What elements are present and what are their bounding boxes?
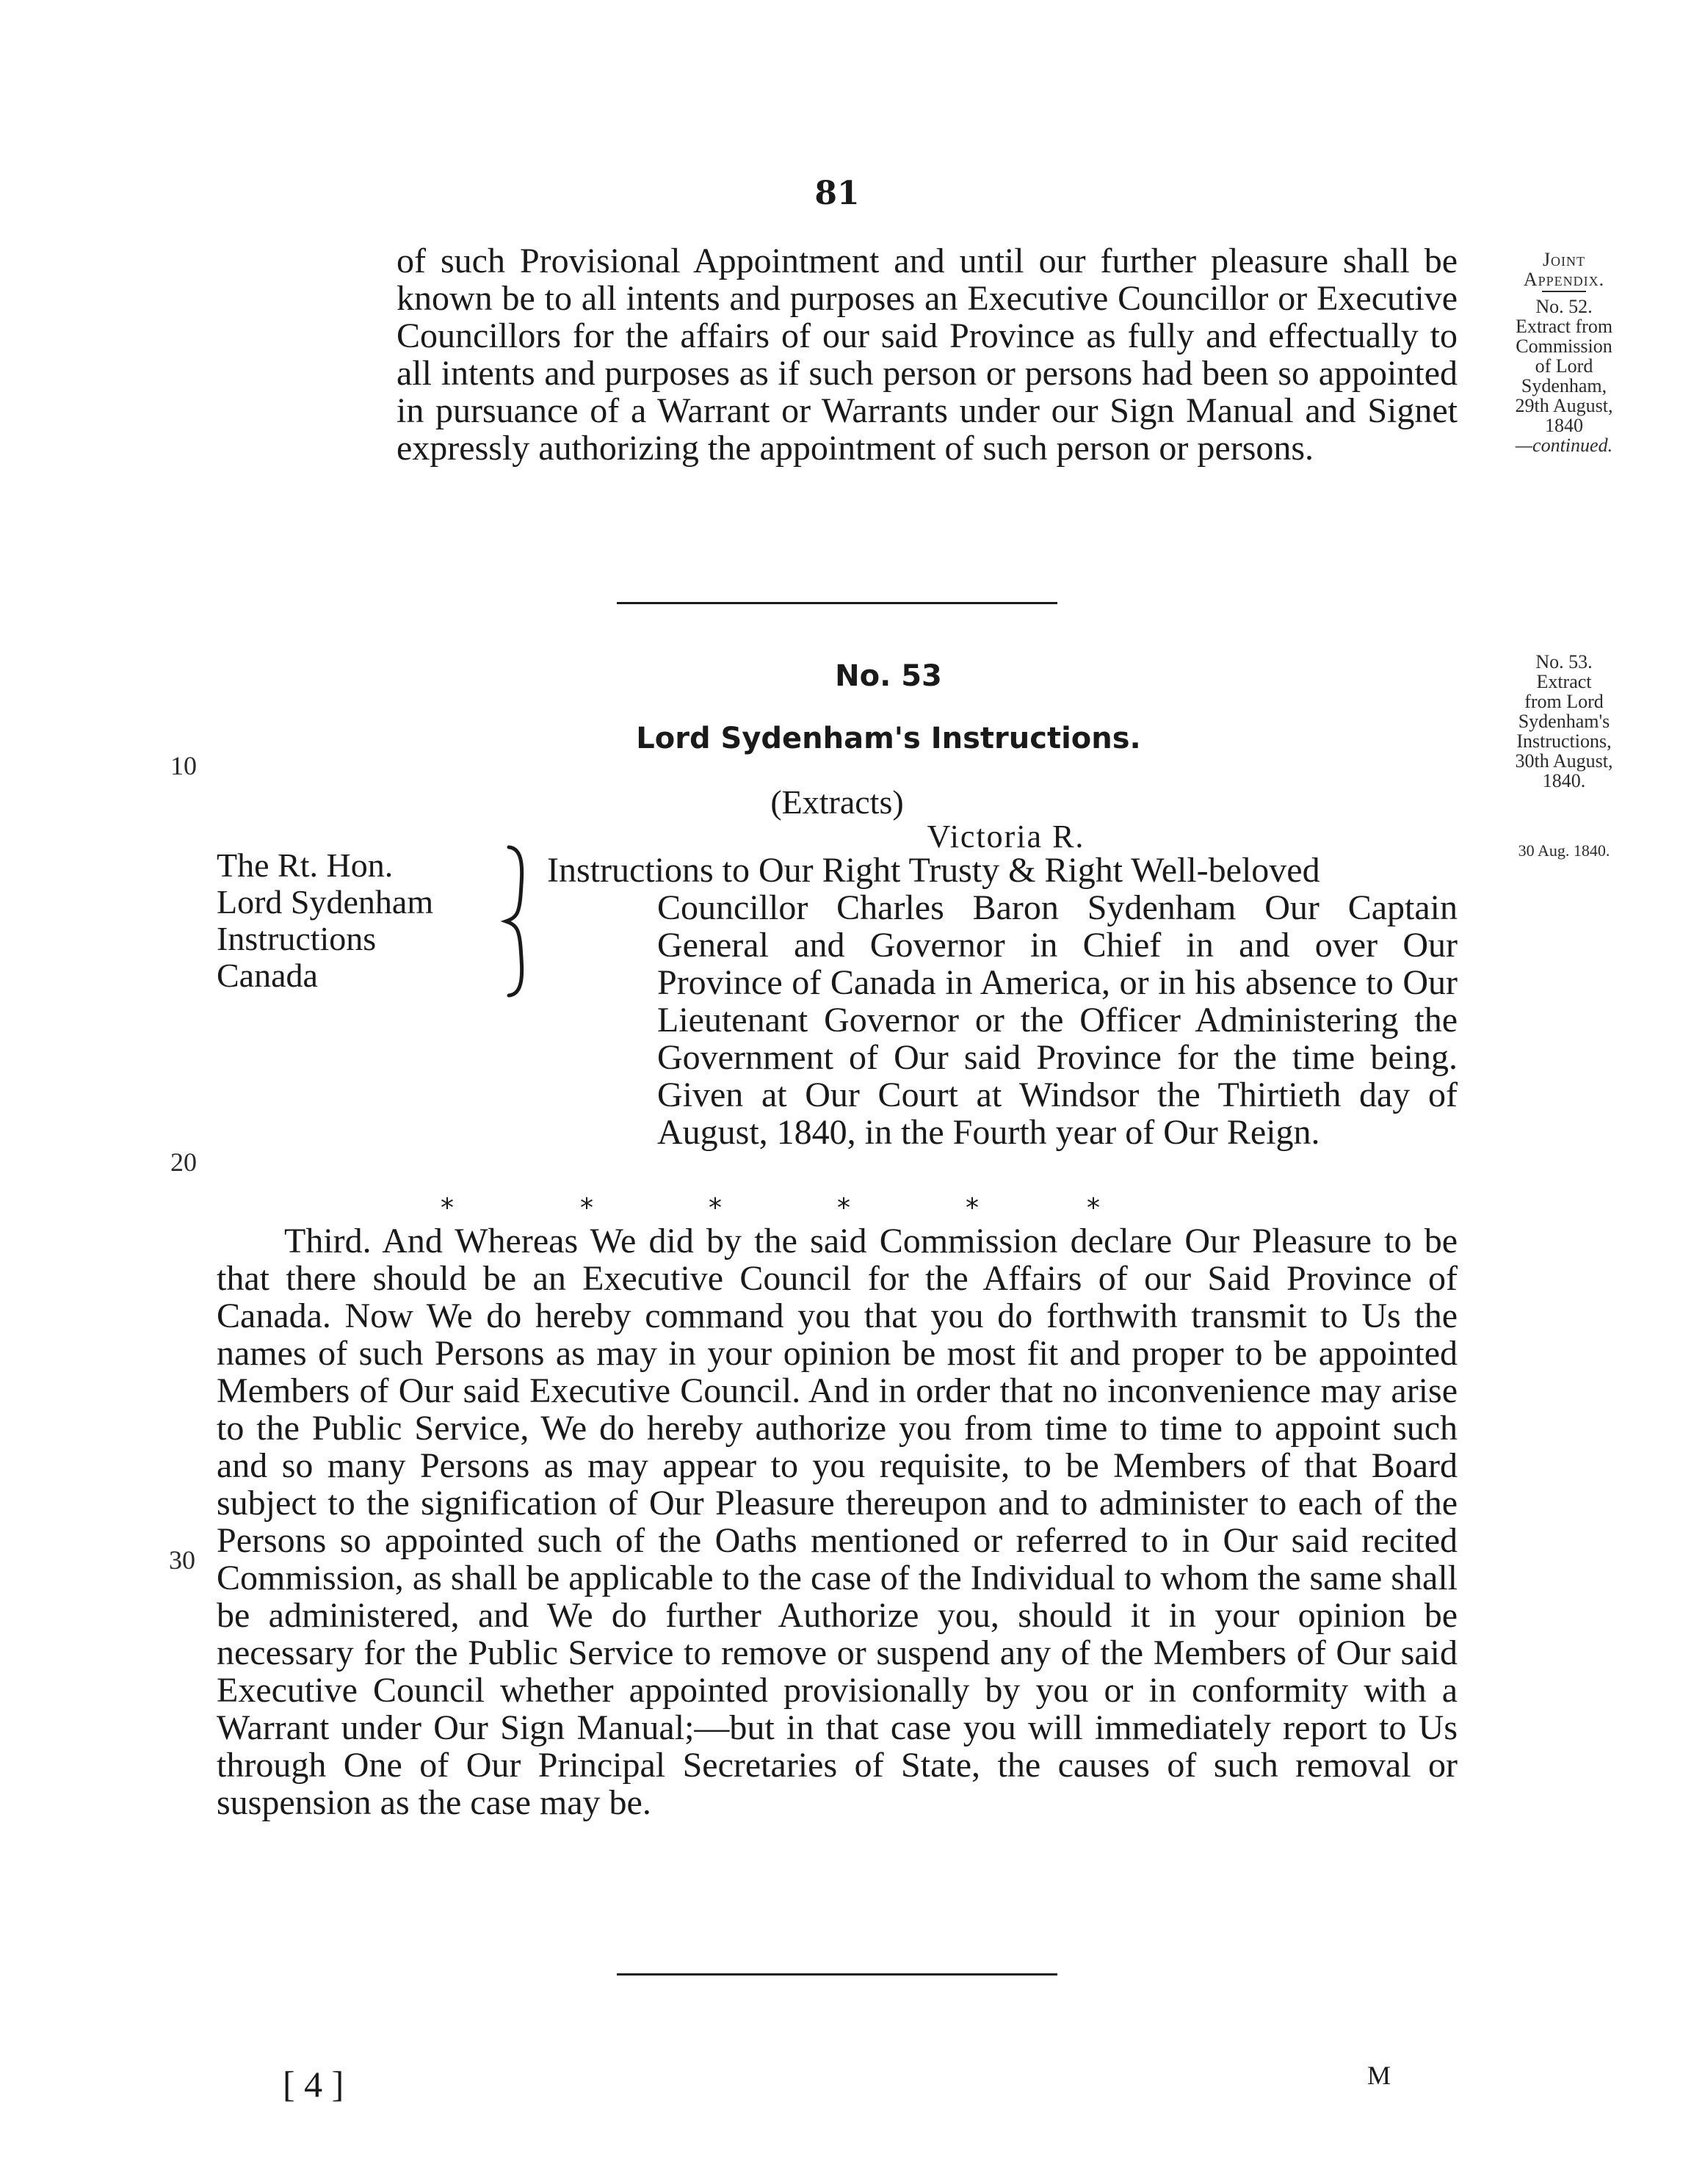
line-number-30: 30	[169, 1545, 195, 1575]
section-divider	[617, 1973, 1057, 1976]
curly-brace-icon	[496, 844, 547, 998]
asterisk: *	[709, 1193, 722, 1223]
margin-note-divider	[1542, 291, 1586, 292]
royal-signature: Victoria R.	[927, 819, 1085, 855]
document-title: Lord Sydenham's Instructions.	[636, 722, 1141, 755]
margin-note-line: —continued.	[1515, 435, 1613, 456]
margin-note-number: No. 52.	[1535, 296, 1593, 317]
main-paragraph	[217, 1222, 1458, 1821]
document-number: No. 53	[835, 659, 942, 693]
side-heading-line: Instructions	[217, 920, 377, 957]
line-number-20: 20	[170, 1147, 197, 1177]
instructions-body: Councillor Charles Baron Sydenham Our Captain General and Governor in Chief in and over Our Province of Canada in America, or in his absence to Our Lieutenant Governor or the Officer Administering the Government of Our said Province for the time being. Given at Our Court at Windsor the Thirtieth day of August, 1840, in the Fourth year of Our Reign.	[657, 888, 1458, 1152]
side-heading-line: The Rt. Hon.	[217, 846, 394, 884]
side-heading	[217, 847, 496, 994]
continued-paragraph: of such Provisional Appointment and until our further pleasure shall be known be to all intents and purposes an Executive Councillor or Executive Councillors for the affairs of our said Province as fully and effectually to all intents and purposes as if such person or persons had been so appointed in pursuance of a Warrant or Warrants under our Sign Manual and Signet expressly authorizing the appointment of such person or persons.	[397, 242, 1458, 468]
extracts-label: (Extracts)	[770, 783, 904, 821]
margin-note-date: 30 Aug. 1840.	[1518, 841, 1610, 860]
main-paragraph-text: Third. And Whereas We did by the said Commission declare Our Pleasure to be that there should be an Executive Council for the Affairs of our Said Province of Canada. Now We do hereby command you that you do forthwith transmit to Us the names of such Persons as may in your opinion be most fit and proper to be appointed Members of Our said Executive Council. And in order that no inconvenience may arise to the Public Service, We do hereby authorize you from time to time to appoint such and so many Persons as may appear to you requisite, to be Members of that Board subject to the signification of Our Pleasure thereupon and to administer to each of the Persons so appointed such of the Oaths mentioned or referred to in Our said recited Commission, as shall be applicable to the case of the Individual to whom the same shall be administered, and We do further Authorize you, should it in your opinion be necessary for the Public Service to remove or suspend any of the Members of Our said Executive Council whether appointed provisionally by you or in conformity with a Warrant under Our Sign Manual;—but in that case you will immediately report to Us through One of Our Principal Secretaries of State, the causes of such removal or suspension as the case may be.	[217, 1222, 1458, 1822]
margin-note-line: 1840	[1545, 415, 1583, 436]
margin-note-number: No. 53.	[1535, 651, 1593, 672]
margin-note-line: Extract	[1536, 671, 1592, 692]
asterisk: *	[966, 1193, 979, 1223]
asterisk: *	[441, 1193, 454, 1223]
margin-note-line: of Lord	[1535, 355, 1593, 377]
asterisk: *	[837, 1193, 850, 1223]
side-heading-line: Canada	[217, 957, 318, 994]
margin-note-line: Instructions,	[1516, 730, 1612, 752]
instructions-first-line: Instructions to Our Right Trusty & Right Well-beloved	[547, 851, 1320, 890]
line-number-10: 10	[170, 751, 197, 780]
page-number: 81	[814, 175, 860, 212]
margin-note-line: Extract from	[1515, 316, 1613, 337]
margin-note-line: 29th August,	[1515, 395, 1613, 416]
asterisk: *	[580, 1193, 593, 1223]
section-divider	[617, 602, 1057, 604]
margin-note-joint: Joint	[1542, 249, 1586, 270]
asterisk: *	[1087, 1193, 1100, 1223]
margin-note-line: Sydenham,	[1521, 375, 1607, 396]
margin-note-line: 30th August,	[1515, 750, 1613, 772]
margin-note-no52	[1476, 250, 1652, 455]
margin-note-no53	[1476, 652, 1652, 791]
margin-note-appendix: Appendix.	[1523, 269, 1605, 290]
footer-letter: M	[1367, 2061, 1391, 2090]
margin-note-line: from Lord	[1524, 691, 1604, 712]
margin-note-line: Sydenham's	[1518, 711, 1610, 732]
margin-note-line: 1840.	[1542, 770, 1586, 791]
margin-note-line: Commission	[1516, 335, 1612, 357]
side-heading-line: Lord Sydenham	[217, 883, 434, 921]
footer-signature-mark: [ 4 ]	[283, 2064, 344, 2105]
